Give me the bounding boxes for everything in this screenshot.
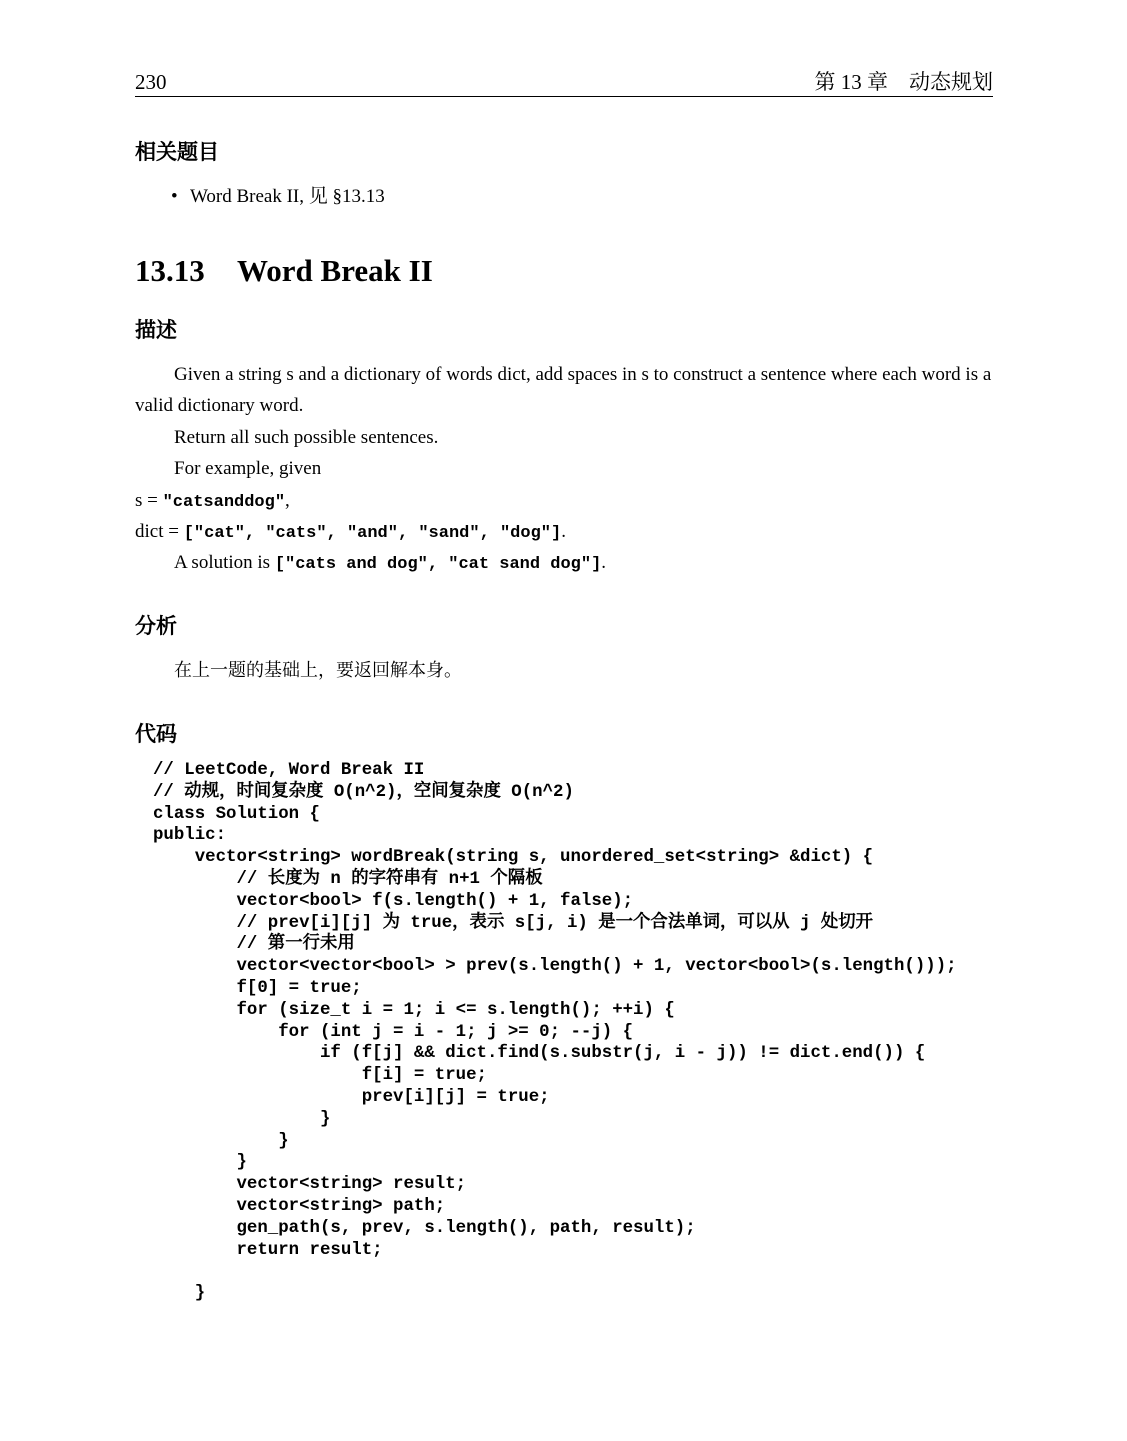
chapter-title: 第 13 章 动态规划 xyxy=(814,70,993,94)
dict-label: dict = xyxy=(135,521,184,542)
code-line: f[0] = true; xyxy=(153,978,362,998)
code-block xyxy=(153,760,957,1305)
code-line: // 第一行未用 xyxy=(153,935,355,955)
code-line: } xyxy=(153,1284,206,1304)
code-line: vector<string> path; xyxy=(153,1196,446,1216)
code-line: return result; xyxy=(153,1240,383,1260)
analysis-heading: 分析 xyxy=(135,614,177,638)
code-line: vector<bool> f(s.length() + 1, false); xyxy=(153,891,634,911)
code-line: } xyxy=(153,1109,331,1129)
dict-suffix: . xyxy=(561,521,566,542)
analysis-text: 在上一题的基础上，要返回解本身。 xyxy=(174,660,462,681)
section-number: 13.13 xyxy=(135,253,205,288)
code-line: for (size_t i = 1; i <= s.length(); ++i) { xyxy=(153,1000,675,1020)
description-p3: For example, given xyxy=(174,458,322,479)
solution-label: A solution is xyxy=(174,552,275,573)
code-line: vector<vector<bool> > prev(s.length() + 1, vector<bool>(s.length())); xyxy=(153,957,957,977)
code-line: // LeetCode, Word Break II xyxy=(153,761,425,780)
description-heading: 描述 xyxy=(135,318,177,342)
section-title xyxy=(135,252,433,290)
code-heading: 代码 xyxy=(135,722,177,746)
code-line: for (int j = i - 1; j >= 0; --j) { xyxy=(153,1022,634,1042)
s-value: "catsanddog" xyxy=(162,493,286,512)
code-line: } xyxy=(153,1153,247,1173)
code-line: prev[i][j] = true; xyxy=(153,1087,550,1107)
solution-suffix: . xyxy=(601,552,607,573)
code-line: // 长度为 n 的字符串有 n+1 个隔板 xyxy=(153,869,543,889)
example-s xyxy=(135,485,993,518)
related-heading: 相关题目 xyxy=(135,140,219,164)
code-line: // prev[i][j] 为 true，表示 s[j, i) 是一个合法单词，可以从 j 处切开 xyxy=(153,913,874,933)
page-number: 230 xyxy=(135,70,167,94)
section-name: Word Break II xyxy=(237,253,433,288)
related-item xyxy=(171,183,385,211)
bullet-icon: • xyxy=(171,186,178,207)
related-link[interactable]: Word Break II, 见 §13.13 xyxy=(190,186,385,207)
code-line: } xyxy=(153,1131,289,1151)
code-line: if (f[j] && dict.find(s.substr(j, i - j)) != dict.end()) { xyxy=(153,1044,926,1064)
code-line: gen_path(s, prev, s.length(), path, result); xyxy=(153,1218,696,1238)
code-line: class Solution { xyxy=(153,804,320,824)
dict-value: ["cat", "cats", "and", "sand", "dog"] xyxy=(183,524,562,543)
example-dict xyxy=(135,516,993,549)
description-p2: Return all such possible sentences. xyxy=(174,427,439,448)
code-line: vector<string> wordBreak(string s, unordered_set<string> &dict) { xyxy=(153,848,874,868)
related-list xyxy=(171,183,385,211)
solution-value: ["cats and dog", "cat sand dog"] xyxy=(274,555,602,574)
running-header xyxy=(135,68,993,97)
code-line: // 动规，时间复杂度 O(n^2)，空间复杂度 O(n^2) xyxy=(153,782,574,802)
code-line xyxy=(153,1261,957,1283)
code-line: vector<string> result; xyxy=(153,1175,467,1195)
code-line: public: xyxy=(153,826,227,846)
s-label: s = xyxy=(135,490,163,511)
code-line: f[i] = true; xyxy=(153,1066,487,1086)
description-p1: Given a string s and a dictionary of words dict, add spaces in s to construct a sentence where each word is a valid dictionary word. xyxy=(135,364,992,416)
s-suffix: , xyxy=(285,490,290,511)
example-solution xyxy=(135,547,993,580)
